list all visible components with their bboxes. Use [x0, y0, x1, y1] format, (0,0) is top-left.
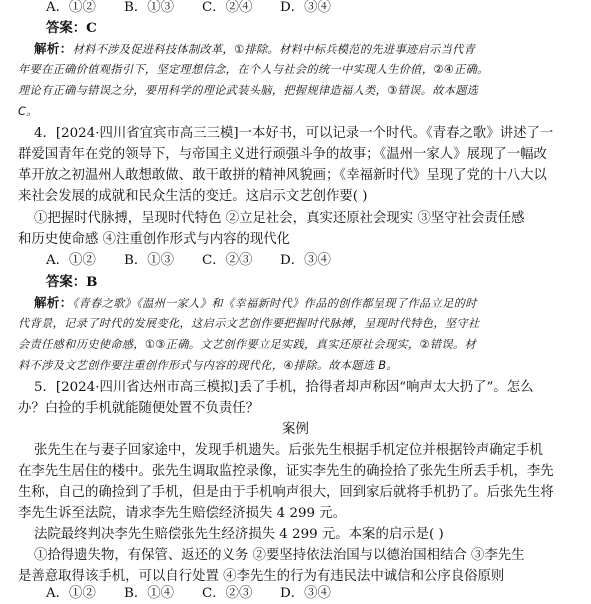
q4-choices-line: ①把握时代脉搏，呈现时代特色 ②立足社会，真实还原社会现实 ③坚守社会责任感 [34, 211, 525, 226]
q4-explanation-line: 解析：《青春之歌》《温州一家人》和《幸福新时代》作品的创作都呈现了作品立足的时 [34, 295, 477, 310]
q4-option-c: C．②③ [202, 253, 253, 268]
q5-choices-line: ①拾得遗失物，有保管、返还的义务 ②要坚持依法治国与以德治国相结合 ③李先生 [34, 548, 525, 563]
q5-question-line: 法院最终判决李先生赔偿张先生经济损失 4 299 元。本案的启示是( ) [34, 527, 444, 542]
q5-stem-line: 5．[2024·四川省达州市高三模拟]丢了手机，拾得者却声称因“响声太大扔了”。怎么 [34, 380, 534, 395]
q4-stem-line: 群爱国青年在党的领导下，与帝国主义进行顽强斗争的故事；《温州一家人》展现了一幅改 [18, 147, 547, 162]
q5-option-b: B．①④ [124, 586, 175, 601]
q5-choices-line: 是善意取得该手机，可以自行处置 ④李先生的行为有违民法中诚信和公序良俗原则 [18, 569, 505, 584]
q5-case-line: 生称，自己的确捡到了手机，但是由于手机响声很大，回到家后就将手机扔了。后张先生将 [18, 485, 554, 500]
q4-explanation-line: 会责任感和历史使命感，①③正确。文艺创作要立足实践，真实还原社会现实，②错误。材 [18, 338, 477, 351]
q5-case-title: 案例 [282, 422, 309, 437]
q5-case-line: 在李先生居住的楼中。张先生调取监控录像，证实李先生的确捡拾了张先生所丢手机，李先 [18, 464, 554, 479]
q4-explanation-line: 料不涉及文艺创作要注重创作形式与内容的现代化，④排除。故本题选 B。 [18, 359, 398, 372]
q5-option-c: C．②③ [202, 586, 253, 601]
q4-options [0, 251, 591, 271]
q3-explanation-label: 解析： [34, 41, 73, 56]
q3-explanation-line: C。 [18, 105, 38, 118]
q5-case-line: 张先生在与妻子回家途中，发现手机遗失。后张先生根据手机定位并根据铃声确定手机 [34, 443, 543, 458]
q5-case-line: 李先生诉至法院，请求李先生赔偿经济损失 4 299 元。 [18, 506, 347, 521]
q3-option-b: B．①③ [124, 0, 175, 15]
q3-options [0, 0, 591, 18]
q4-choices-line: 和历史使命感 ④注重创作形式与内容的现代化 [18, 232, 291, 247]
q4-stem-line: 4．[2024·四川省宜宾市高三三模]一本好书，可以记录一个时代。《青春之歌》讲述了一 [34, 126, 554, 141]
q4-stem-line: 来社会发展的成就和民众生活的变迁。这启示文艺创作要( ) [18, 189, 368, 204]
q4-option-d: D．③④ [280, 253, 331, 268]
q4-option-a: A．①② [46, 253, 96, 268]
q3-explanation-line: 年要在正确价值观指引下，坚定理想信念，在个人与社会的统一中实现人生价值，②④正确。 [18, 63, 489, 76]
q5-options [0, 584, 591, 604]
q3-option-c: C．②④ [202, 0, 253, 15]
q3-explanation-line: 解析：材料不涉及促进科技体制改革，①排除。材料中标兵模范的先进事迹启示当代青 [34, 41, 476, 56]
q3-answer: 答案：C [46, 20, 97, 36]
q4-stem-line: 革开放之初温州人敢想敢做、敢干敢拼的精神风貌画；《幸福新时代》呈现了党的十八大以 [18, 168, 547, 183]
q4-explanation-label: 解析： [34, 295, 73, 310]
q5-stem-line: 办？白捡的手机就能随便处置不负责任？ [18, 401, 260, 416]
q3-explanation-line: 理论有正确与错误之分，要用科学的理论武装头脑，把握规律造福人类，③错误。故本题选 [18, 84, 479, 97]
q3-option-a: A．①② [46, 0, 96, 15]
q4-explanation-line: 代背景，记录了时代的发展变化，这启示文艺创作要把握时代脉搏，呈现时代特色，坚守社 [18, 317, 480, 330]
q3-option-d: D．③④ [280, 0, 331, 15]
q4-option-b: B．①③ [124, 253, 175, 268]
q5-option-d: D．③④ [280, 586, 331, 601]
q4-answer: 答案：B [46, 274, 98, 290]
q5-option-a: A．①② [46, 586, 96, 601]
